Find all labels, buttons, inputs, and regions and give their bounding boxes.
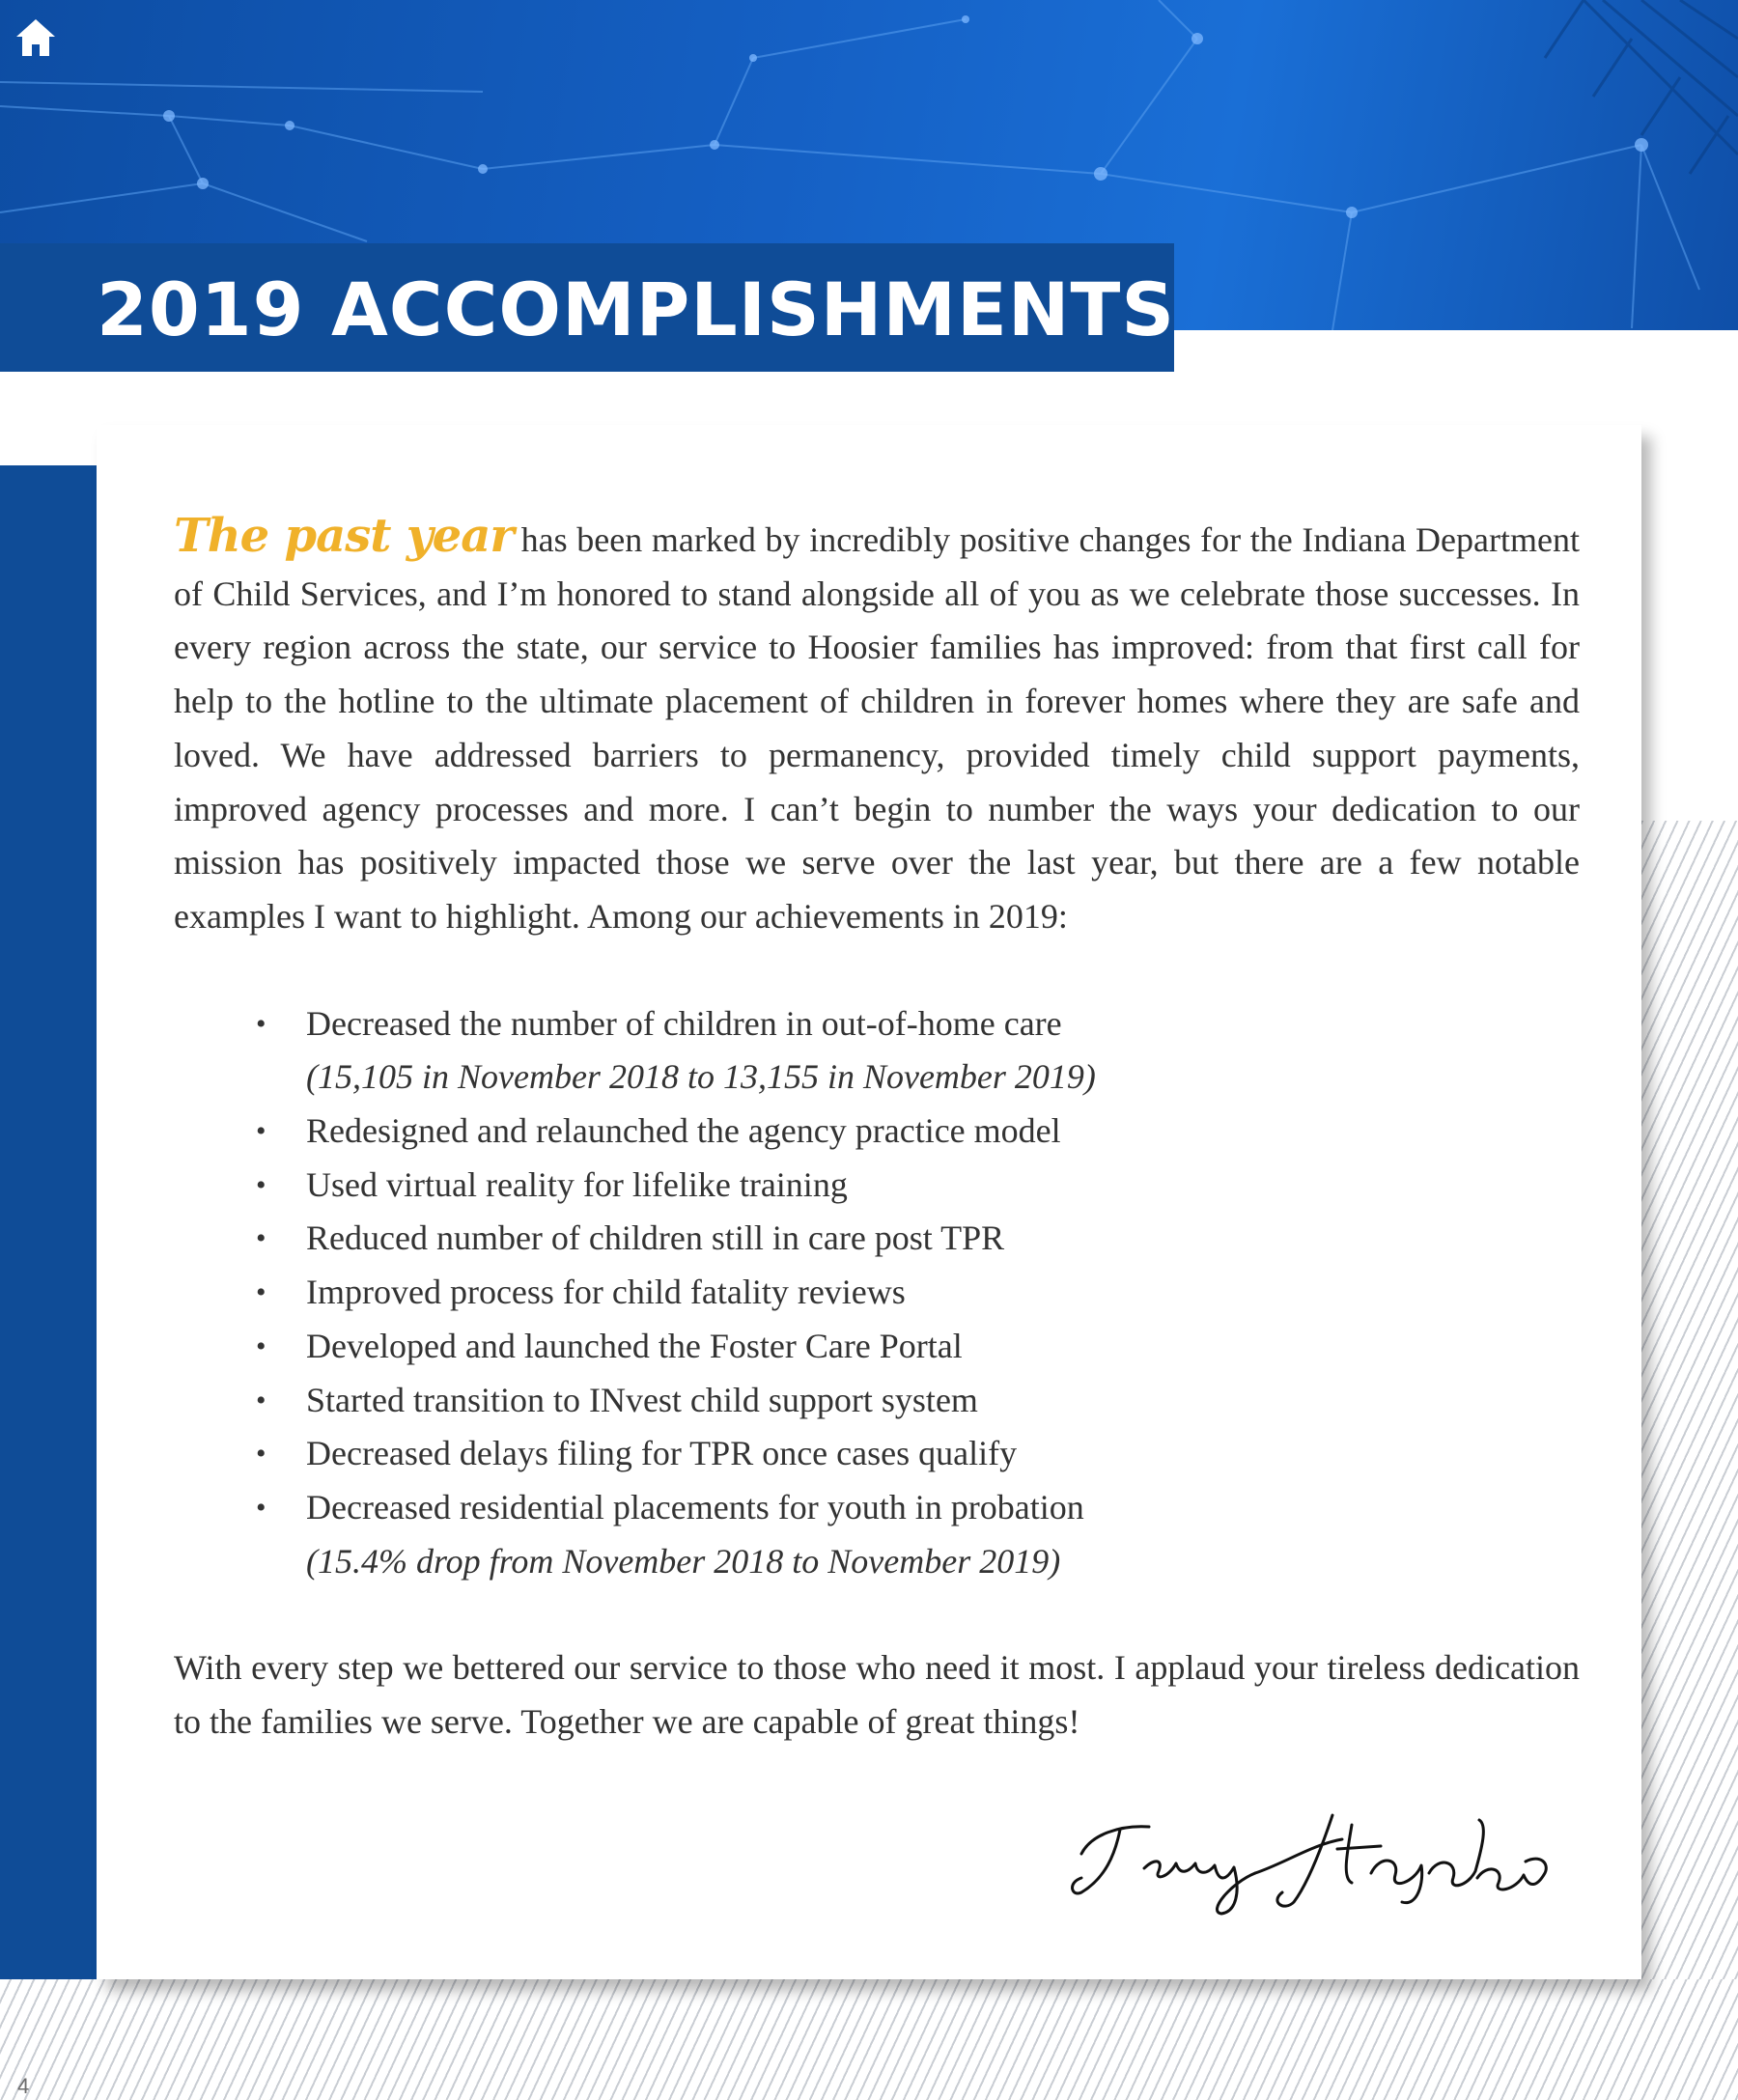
list-item-text: Reduced number of children still in care post TPR — [306, 1218, 1005, 1258]
list-item: • Redesigned and relaunched the agency practice model — [256, 1111, 1061, 1151]
list-item-text: Improved process for child fatality reviews — [306, 1273, 906, 1312]
list-item: • Improved process for child fatality reviews — [256, 1273, 906, 1312]
closing-paragraph: With every step we bettered our service to those who need it most. I applaud your tireless dedication to the families we serve. Together we are capable of great things! — [174, 1648, 1580, 1742]
list-item: • Decreased residential placements for youth in probation (15.4% drop from November 2018 to November 2019) — [174, 1481, 1580, 1588]
hatch-pattern-bottom — [0, 1979, 1738, 2100]
list-item-text: Decreased delays filing for TPR once cases qualify — [306, 1434, 1018, 1473]
list-item-text: Developed and launched the Foster Care Portal — [306, 1326, 963, 1365]
home-button[interactable] — [12, 14, 60, 62]
left-accent-bar — [0, 465, 97, 1979]
list-item: • Used virtual reality for lifelike training — [256, 1164, 848, 1204]
page-title: 2019 ACCOMPLISHMENTS — [97, 266, 1176, 352]
achievements-list — [174, 997, 1580, 1589]
list-item-text: Redesigned and relaunched the agency practice model — [306, 1111, 1061, 1151]
list-item: • Developed and launched the Foster Care Portal — [256, 1326, 963, 1365]
list-item: • Started transition to INvest child support system — [256, 1380, 978, 1419]
list-item-text: Decreased the number of children in out-of-home care — [306, 1003, 1062, 1043]
intro-paragraph — [174, 510, 1580, 944]
list-item: • Decreased the number of children in out-of-home care (15,105 in November 2018 to 13,155 in November 2019) — [174, 997, 1580, 1105]
list-item-detail: (15.4% drop from November 2018 to November 2019) — [306, 1541, 1061, 1581]
list-item-detail: (15,105 in November 2018 to 13,155 in November 2019) — [306, 1057, 1096, 1097]
page-number: 4 — [17, 2074, 30, 2098]
list-item: • Reduced number of children still in care post TPR — [256, 1218, 1005, 1258]
list-item-text: Started transition to INvest child support system — [306, 1380, 978, 1419]
intro-text: has been marked by incredibly positive changes for the Indiana Department of Child Services, and I’m honored to stand alongside all of you as we celebrate those successes. In every region across the state, our service to Hoosier families has improved: from that first call for help to the hotline to the ultimate placement of children in forever homes where they are safe and loved. We have addressed barriers to permanency, provided timely child support payments, improved agency processes and more. I can’t begin to number the ways your dedication to our mission has positively impacted those we serve over the last year, but there are a few notable examples I want to highlight. Among our achievements in 2019: — [174, 520, 1580, 936]
signature — [1062, 1786, 1564, 1921]
list-item: • Decreased delays filing for TPR once cases qualify — [256, 1434, 1018, 1473]
list-item-text: Decreased residential placements for youth in probation — [306, 1487, 1084, 1526]
letter-content — [174, 510, 1580, 1750]
lead-phrase: The past year — [174, 509, 514, 563]
list-item-text: Used virtual reality for lifelike training — [306, 1164, 848, 1204]
hatch-pattern-right — [1632, 821, 1738, 2100]
home-icon — [12, 14, 60, 62]
